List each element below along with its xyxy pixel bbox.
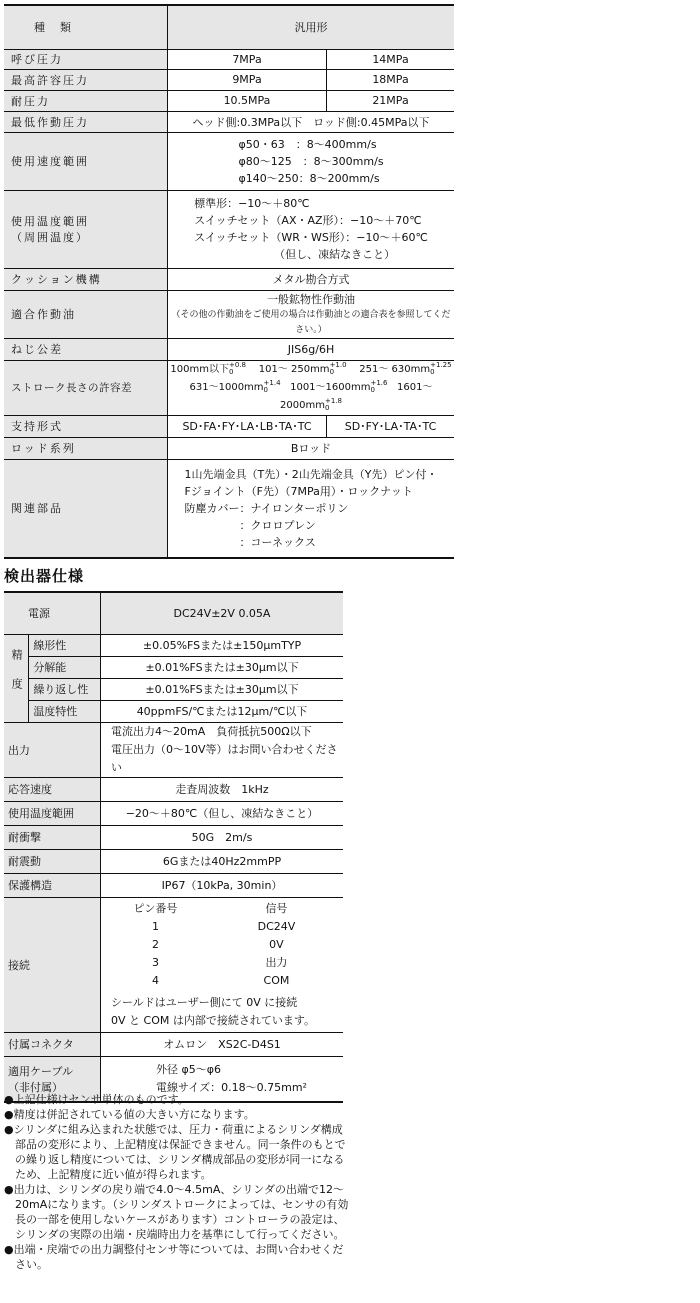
pin-number: 3 [151, 955, 159, 969]
support-label: 支持形式 [4, 415, 168, 437]
pin-number: 4 [151, 973, 159, 987]
sensor-temp-label: 使用温度範囲 [4, 801, 101, 825]
note-item: ●出端・戻端での出力調整付センサ等については、お問い合わせください。 [4, 1243, 344, 1271]
temp-range-line: スイッチセット（WR・WS形）：−10〜＋60℃ [194, 231, 428, 244]
cushion-label: クッション機構 [4, 268, 168, 290]
cable-line1: 外径 φ5〜φ6 [156, 1062, 222, 1076]
linearity-value: ±0.05%FSまたは±150μmTYP [101, 634, 344, 656]
response-label: 応答速度 [4, 777, 101, 801]
rod-value: Bロッド [168, 437, 455, 459]
note-item: ●上記仕様はセンサ単体のものです。 [4, 1093, 189, 1106]
parts-line: ：コーネックス [184, 535, 316, 549]
response-value: 走査周波数 1kHz [101, 777, 344, 801]
proof-pressure-7: 10.5MPa [168, 90, 327, 111]
parts-value [168, 459, 455, 558]
pin-signal: COM [263, 973, 290, 987]
temp-range-value [168, 190, 455, 268]
support-value-14: SD･FY･LA･TA･TC [327, 415, 455, 437]
temp-range-label-line2: （周囲温度） [11, 231, 89, 244]
vibration-value: 6Gまたは40Hz2mmPP [101, 849, 344, 873]
cylinder-spec-table [4, 4, 454, 559]
stroke-tol-item: 251〜 630mm+1.25 0 [359, 360, 452, 376]
max-allowable-label: 最高許容圧力 [4, 69, 168, 90]
nominal-pressure-text: 呼び圧力 [11, 53, 63, 66]
pin-col-header: ピン番号 [133, 901, 178, 915]
power-label: 電源 [4, 592, 101, 634]
output-line2: 電圧出力（0〜10V等）はお問い合わせください [111, 742, 338, 774]
temp-range-label-line1: 使用温度範囲 [11, 215, 89, 228]
notes [4, 1092, 350, 1272]
min-working-value: ヘッド側:0.3MPa以下 ロッド側:0.45MPa以下 [168, 111, 455, 132]
stroke-tol-item: 631〜1000mm+1.4 0 [189, 378, 281, 394]
max-allowable-14: 18MPa [327, 69, 455, 90]
temp-range-line: スイッチセット（AX・AZ形）：−10〜＋70℃ [194, 214, 422, 227]
protection-label: 保護構造 [4, 873, 101, 897]
rod-label: ロッド系列 [4, 437, 168, 459]
parts-line: 防塵カバー：ナイロンターポリン [184, 501, 349, 515]
pin-signal: DC24V [257, 919, 296, 933]
proof-pressure-label: 耐圧力 [4, 90, 168, 111]
resolution-value: ±0.01%FSまたは±30μm以下 [101, 656, 344, 678]
pin-number: 2 [151, 937, 159, 951]
section-title: 検出器仕様 [4, 567, 85, 585]
repeatability-label: 繰り返し性 [29, 678, 101, 700]
stroke-tol-value [168, 360, 455, 415]
max-allowable-7: 9MPa [168, 69, 327, 90]
connection-value [101, 897, 344, 1032]
proof-pressure-14: 21MPa [327, 90, 455, 111]
connection-note1: シールドはユーザー側にて 0V に接続 [111, 995, 298, 1009]
signal-col-header: 信号 [265, 901, 288, 915]
header-type-label: 種 類 [4, 5, 168, 49]
fluid-line2: （その他の作動油をご使用の場合は作動油との適合表を参照してください。） [171, 309, 451, 335]
shock-label: 耐衝撃 [4, 825, 101, 849]
stroke-tol-item: 1601〜2000mm+1.8 0 [280, 381, 433, 412]
resolution-label: 分解能 [29, 656, 101, 678]
nominal-pressure-label [4, 49, 168, 69]
stroke-tol-label: ストローク長さの許容差 [4, 360, 168, 415]
nominal-pressure-7: 7MPa [168, 49, 327, 69]
temp-range-line: 標準形：−10〜＋80℃ [194, 197, 310, 210]
shock-value: 50G 2m/s [101, 825, 344, 849]
speed-range-value [168, 132, 455, 190]
output-label: 出力 [4, 722, 101, 777]
thread-label: ねじ公差 [4, 338, 168, 360]
power-value: DC24V±2V 0.05A [101, 592, 344, 634]
header-type-value: 汎用形 [168, 5, 455, 49]
speed-range-label: 使用速度範囲 [4, 132, 168, 190]
stroke-tol-item: 100mm以下+0.8 0 [170, 360, 246, 376]
cable-line2: 電線サイズ：0.18〜0.75mm² [156, 1080, 307, 1094]
vibration-label: 耐震動 [4, 849, 101, 873]
temp-range-line: （但し、凍結なきこと） [274, 248, 396, 261]
temp-char-label: 温度特性 [29, 700, 101, 722]
connection-label: 接続 [4, 897, 101, 1032]
pin-signal: 出力 [265, 955, 288, 969]
pin-number: 1 [151, 919, 159, 933]
temp-range-label [4, 190, 168, 268]
cable-label-line2: （非付属） [8, 1080, 63, 1094]
min-working-label: 最低作動圧力 [4, 111, 168, 132]
parts-line: Fジョイント（F先）（7MPa用）・ロックナット [184, 484, 413, 498]
fluid-line1: 一般鉱物性作動油 [267, 292, 355, 306]
speed-range-line: φ50・63 ：8〜400mm/s [238, 137, 377, 151]
speed-range-line: φ140〜250：8〜200mm/s [238, 171, 380, 185]
fluid-label: 適合作動油 [4, 290, 168, 338]
parts-line: ：クロロプレン [184, 518, 316, 532]
support-value-7: SD･FA･FY･LA･LB･TA･TC [168, 415, 327, 437]
nominal-pressure-14: 14MPa [327, 49, 455, 69]
fluid-value [168, 290, 455, 338]
speed-range-line: φ80〜125 ：8〜300mm/s [238, 154, 384, 168]
stroke-tol-item: 101〜 250mm+1.0 0 [258, 360, 347, 376]
accuracy-group-label [4, 634, 29, 722]
stroke-tol-item: 1001〜1600mm+1.6 0 [290, 378, 388, 394]
cushion-value: メタル勘合方式 [168, 268, 455, 290]
linearity-label: 線形性 [29, 634, 101, 656]
note-item: ●精度は併記されている値の大きい方になります。 [4, 1108, 255, 1121]
cable-label-line1: 適用ケーブル [8, 1064, 74, 1078]
output-line1: 電流出力4〜20mA 負荷抵抗500Ω以下 [111, 724, 312, 738]
protection-value: IP67（10kPa, 30min） [101, 873, 344, 897]
pin-signal: 0V [269, 937, 284, 951]
note-item: ●出力は、シリンダの戻り端で4.0〜4.5mA、シリンダの出端で12〜20mAになります。（シリンダストロークによっては、センサの有効長の一部を使用しないケースがあります）コントローラの設定は、シリンダの実際の出端・戻端時出力を基準にして行ってください。 [4, 1183, 349, 1241]
note-item: ●シリンダに組み込まれた状態では、圧力・荷重によるシリンダ構成部品の変形により、上記精度は保証できません。同一条件のもとでの繰り返し精度については、シリンダ構成部品の変形が同一になるため、上記精度に近い値が得られます。 [4, 1123, 346, 1181]
parts-line: 1山先端金具（T先）・2山先端金具（Y先）ピン付・ [184, 467, 438, 481]
parts-label: 関連部品 [4, 459, 168, 558]
connection-note2: 0V と COM は内部で接続されています。 [111, 1013, 315, 1027]
thread-value: JIS6g/6H [168, 338, 455, 360]
output-value [101, 722, 344, 777]
sensor-temp-value: −20〜＋80℃（但し、凍結なきこと） [101, 801, 344, 825]
connector-value: オムロン XS2C-D4S1 [101, 1032, 344, 1056]
accuracy-group-text: 精度 [10, 649, 24, 707]
connector-label: 付属コネクタ [4, 1032, 101, 1056]
repeatability-value: ±0.01%FSまたは±30μm以下 [101, 678, 344, 700]
pin-table [101, 900, 343, 990]
sensor-spec-table [4, 591, 343, 1103]
temp-char-value: 40ppmFS/℃または12μm/℃以下 [101, 700, 344, 722]
